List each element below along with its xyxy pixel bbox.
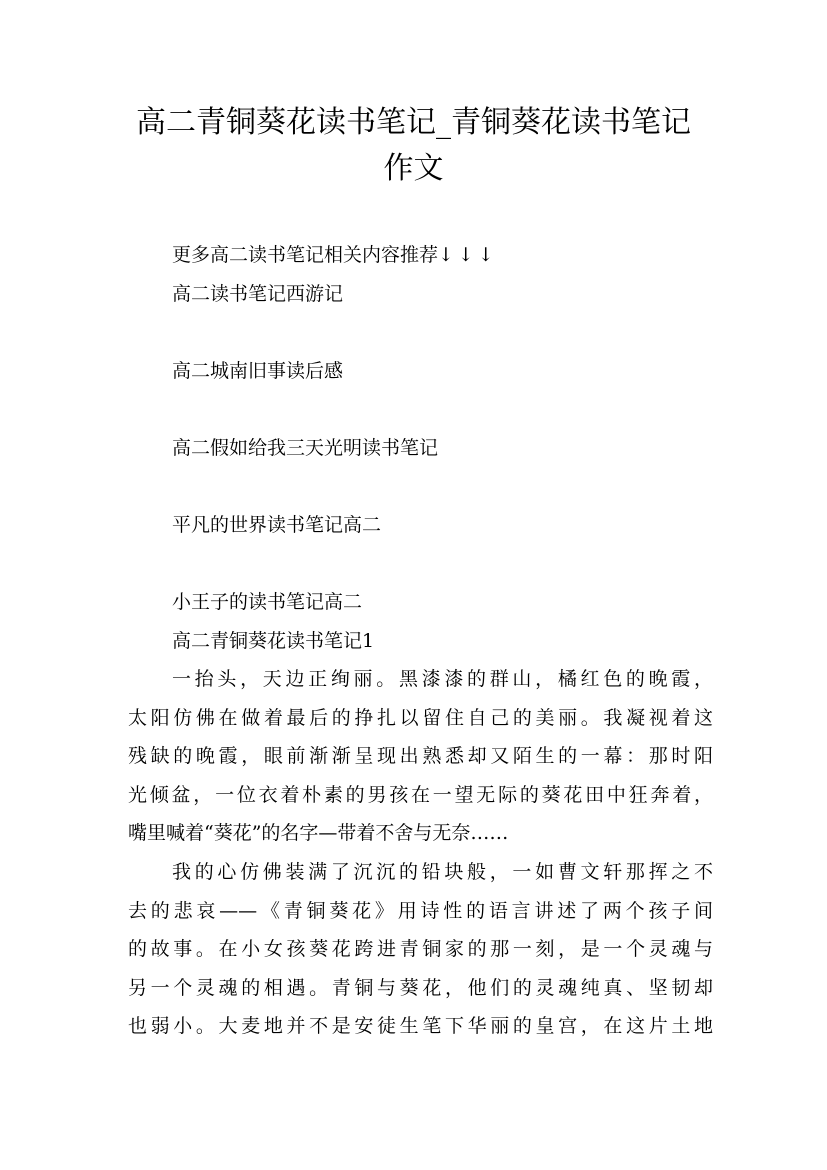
body-paragraph-2 (128, 853, 713, 1046)
recommend-block (128, 236, 713, 313)
recommend-link-block-2 (128, 352, 713, 391)
paragraph-line: 残缺的晚霞，眼前渐渐呈现出熟悉却又陌生的一幕：那时阳 (128, 745, 713, 767)
paragraph-line: 的故事。在小女孩葵花跨进青铜家的那一刻，是一个灵魂与 (128, 938, 713, 960)
paragraph-line: 另一个灵魂的相遇。青铜与葵花，他们的灵魂纯真、坚韧却 (128, 976, 713, 999)
recommend-link-3[interactable]: 高二假如给我三天光明读书笔记 (172, 437, 439, 459)
paragraph-line: 一抬头，天边正绚丽。黑漆漆的群山，橘红色的晚霞， (172, 668, 713, 690)
recommend-link-block-5 (128, 583, 713, 660)
paragraph-line: 我的心仿佛装满了沉沉的铅块般，一如曹文轩那挥之不 (172, 861, 713, 883)
paragraph-line: 太阳仿佛在做着最后的挣扎以留住自己的美丽。我凝视着这 (128, 706, 713, 729)
paragraph-line: 去的悲哀——《青铜葵花》用诗性的语言讲述了两个孩子间 (128, 899, 713, 922)
section-heading: 高二青铜葵花读书笔记1 (172, 629, 375, 652)
recommend-link-5[interactable]: 小王子的读书笔记高二 (172, 591, 363, 613)
recommend-link-4[interactable]: 平凡的世界读书笔记高二 (172, 514, 382, 536)
document-title (100, 100, 727, 192)
recommend-link-2[interactable]: 高二城南旧事读后感 (172, 360, 344, 382)
title-line-1: 高二青铜葵花读书笔记_青铜葵花读书笔记 (136, 105, 691, 140)
body-paragraph-1 (128, 660, 713, 853)
paragraph-line: 嘴里喊着“葵花”的名字—带着不舍与无奈…… (128, 822, 509, 844)
title-line-2: 作文 (383, 151, 444, 186)
recommend-link-block-4 (128, 506, 713, 545)
paragraph-line: 也弱小。大麦地并不是安徒生笔下华丽的皇宫，在这片土地 (128, 1015, 713, 1037)
paragraph-line: 光倾盆，一位衣着朴素的男孩在一望无际的葵花田中狂奔着， (128, 783, 713, 806)
down-arrows-icon: ↓↓↓ (438, 244, 498, 266)
recommend-link-1[interactable]: 高二读书笔记西游记 (172, 282, 344, 305)
recommend-intro: 更多高二读书笔记相关内容推荐↓↓↓ (172, 244, 498, 266)
recommend-link-block-3 (128, 429, 713, 468)
